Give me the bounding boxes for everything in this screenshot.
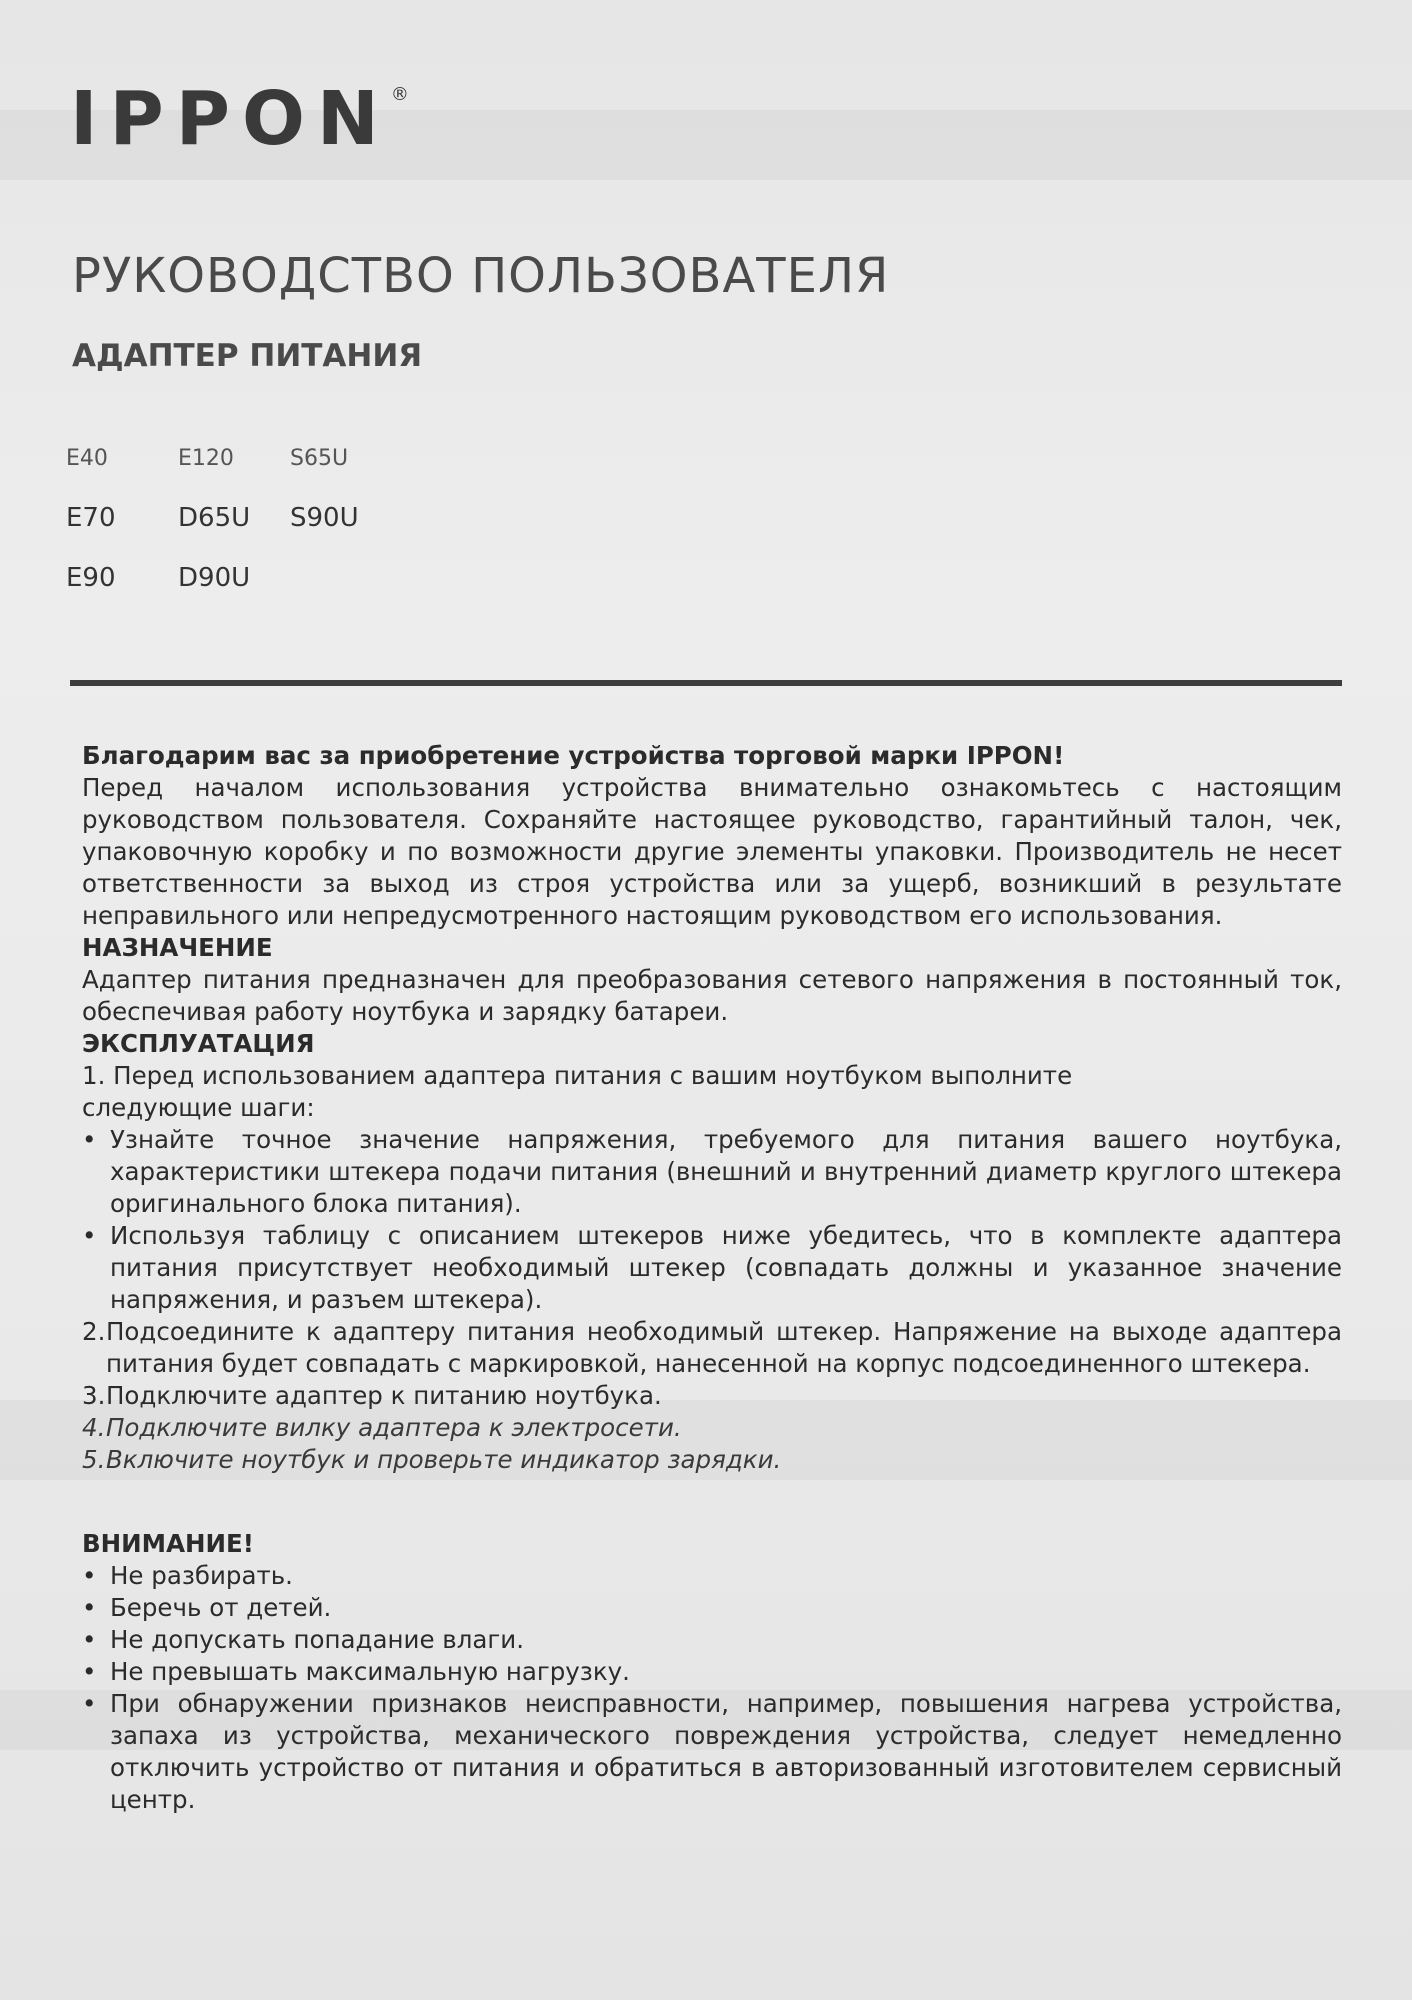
model-name: D65U	[178, 503, 251, 533]
manual-body	[82, 740, 1342, 1816]
operation-step: 1. Перед использованием адаптера питания с вашим ноутбуком выполните следующие шаги:	[82, 1061, 1073, 1122]
list-item: • Не допускать попадание влаги.	[82, 1625, 524, 1654]
list-item: • Не разбирать.	[82, 1561, 293, 1590]
registered-mark: ®	[390, 84, 409, 105]
model-name: E120	[178, 445, 234, 471]
warning-bullets	[82, 1560, 1342, 1816]
model-row	[66, 428, 426, 488]
list-item: • Узнайте точное значение напряжения, требуемого для питания вашего ноутбука, характеристики штекера подачи питания (внешний и внутренний диаметр круглого штекера оригинального блока питания).	[82, 1125, 1342, 1218]
operation-bullets	[82, 1124, 1342, 1316]
model-name: S90U	[290, 503, 359, 533]
ippon-logo: IPPON®	[70, 76, 409, 162]
operation-step: 2. Подсоедините к адаптеру питания необходимый штекер. Напряжение на выходе адаптера питания будет совпадать с маркировкой, нанесенной на корпус подсоединенного штекера.	[82, 1317, 1342, 1378]
operation-step: 5. Включите ноутбук и проверьте индикатор зарядки.	[82, 1445, 782, 1474]
model-list	[66, 428, 426, 608]
purpose-heading: НАЗНАЧЕНИЕ	[82, 933, 273, 962]
operation-step: 3. Подключите адаптер к питанию ноутбука.	[82, 1381, 662, 1410]
model-name: D90U	[178, 563, 251, 593]
purpose-text: Адаптер питания предназначен для преобразования сетевого напряжения в постоянный ток, обеспечивая работу ноутбука и зарядку батареи.	[82, 965, 1342, 1026]
operation-heading: ЭКСПЛУАТАЦИЯ	[82, 1029, 315, 1058]
list-item: • Используя таблицу с описанием штекеров ниже убедитесь, что в комплекте адаптера питания присутствует необходимый штекер (совпадать должны и указанное значение напряжения, и разъем штекера).	[82, 1221, 1342, 1314]
model-name: E90	[66, 563, 116, 593]
section-divider	[70, 680, 1342, 686]
model-row	[66, 548, 426, 608]
list-item: • При обнаружении признаков неисправности, например, повышения нагрева устройства, запаха из устройства, механического повреждения устройства, следует немедленно отключить устройство от питания и обратиться в авторизованный изготовителем сервисный центр.	[82, 1689, 1342, 1814]
intro-heading: Благодарим вас за приобретение устройства торговой марки IPPON!	[82, 741, 1065, 770]
model-name: E40	[66, 445, 108, 471]
page-title: РУКОВОДСТВО ПОЛЬЗОВАТЕЛЯ	[72, 248, 890, 304]
list-item: • Беречь от детей.	[82, 1593, 332, 1622]
list-item: • Не превышать максимальную нагрузку.	[82, 1657, 630, 1686]
model-name: E70	[66, 503, 116, 533]
model-row	[66, 488, 426, 548]
operation-step: 4. Подключите вилку адаптера к электросети.	[82, 1413, 682, 1442]
model-name: S65U	[290, 445, 349, 471]
page-subtitle: АДАПТЕР ПИТАНИЯ	[72, 338, 423, 374]
intro-text: Перед началом использования устройства внимательно ознакомьтесь с настоящим руководством пользователя. Сохраняйте настоящее руководство, гарантийный талон, чек, упаковочную коробку и по возможности другие элементы упаковки. Производитель не несет ответственности за выход из строя устройства или за ущерб, возникший в результате неправильного или непредусмотренного настоящим руководством его использования.	[82, 773, 1342, 930]
warning-heading: ВНИМАНИЕ!	[82, 1529, 254, 1558]
